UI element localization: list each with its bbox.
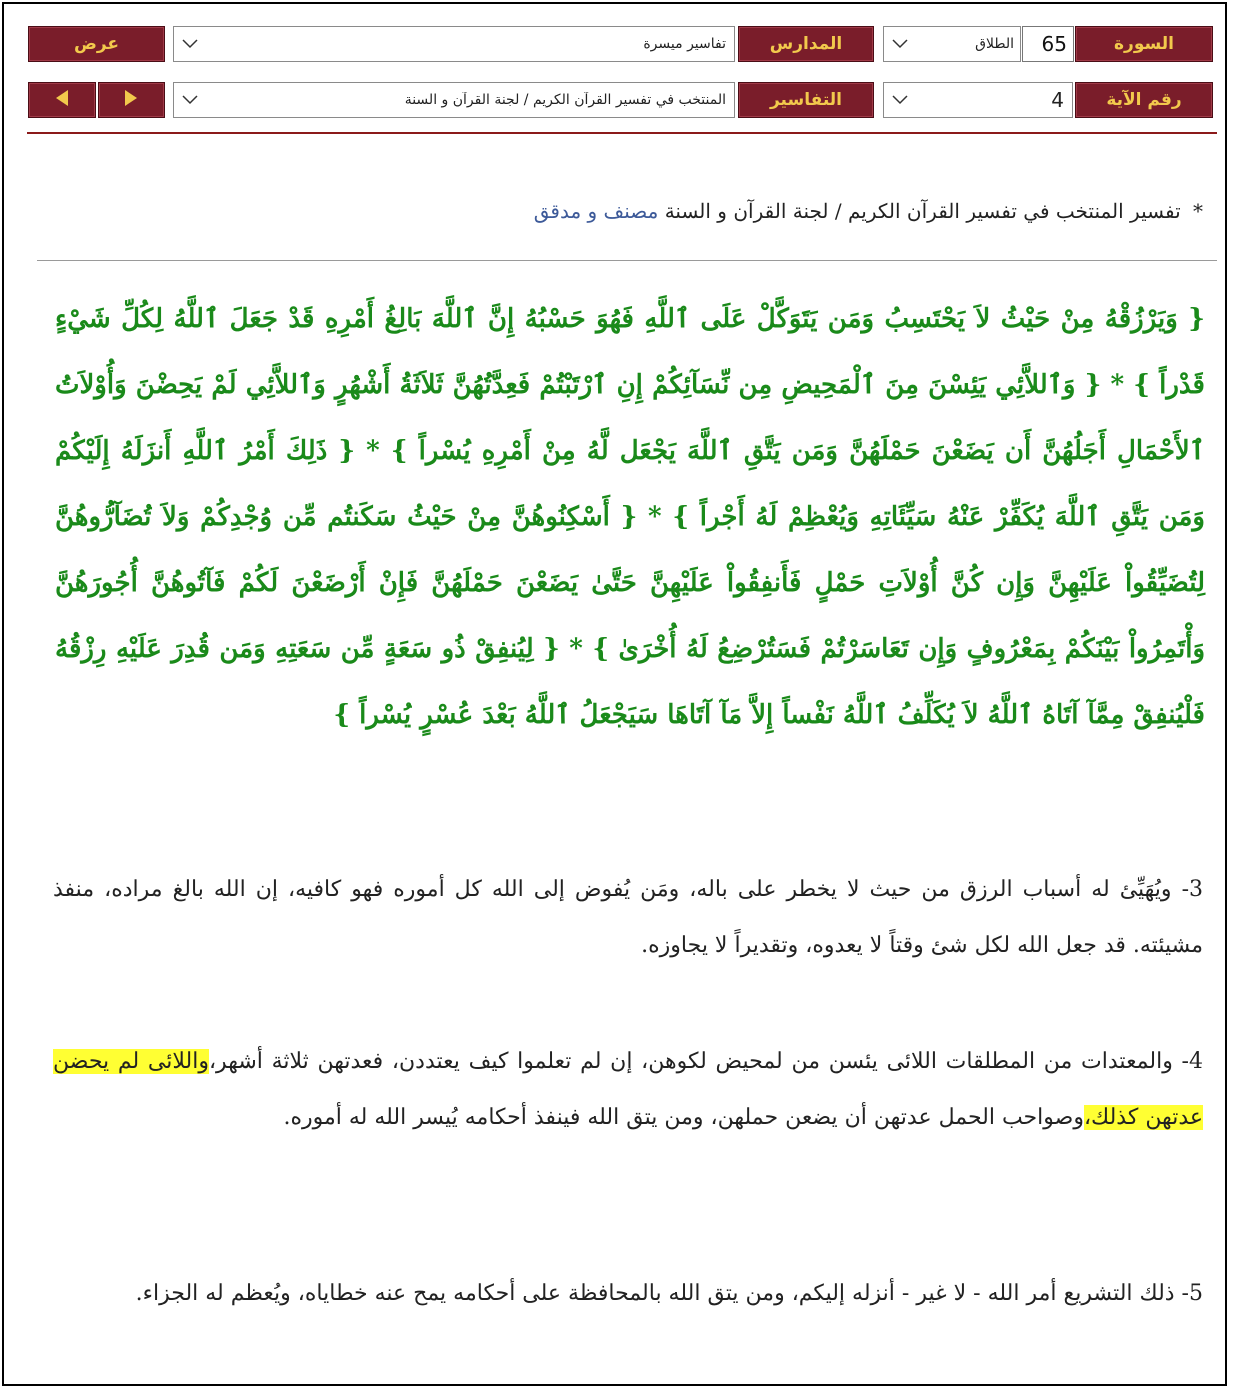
chevron-down-icon bbox=[892, 36, 908, 52]
tafsir-paragraph-3: 3- ويُهَيِّئ له أسباب الرزق من حيث لا يخطر على باله، ومَن يُفوض إلى الله كل أموره فهو كافيه، إن الله بالغ مراده، منفذ مشيئته. قد جعل الله لكل شئ وقتاً لا يعدوه، وتقديراً لا يجاوزه. bbox=[53, 877, 1204, 958]
verifier-link[interactable]: مدقق bbox=[533, 199, 582, 223]
chevron-down-icon bbox=[182, 36, 198, 52]
ayah-label: رقم الآية bbox=[1075, 82, 1213, 118]
triangle-left-icon bbox=[55, 89, 69, 112]
window-frame bbox=[2, 2, 1227, 1386]
tafsir-paragraph-4: 4- والمعتدات من المطلقات اللائى يئسن من لمحيض لكوهن، إن لم تعلموا كيف يعتددن، فعدتهن ثلاثة أشهر،واللائى لم يحضن عدتهن كذلك،وصواحب الحمل عدتهن أن يضعن حملهن، ومن يتق الله فينفذ أحكامه يُيسر الله له أموره. bbox=[53, 1049, 1203, 1130]
previous-ayah-button[interactable] bbox=[28, 82, 96, 118]
surah-number-input[interactable]: 65 bbox=[1022, 26, 1074, 62]
chevron-down-icon bbox=[182, 92, 198, 108]
surah-select[interactable] bbox=[883, 26, 1021, 62]
surah-select-value: الطلاق bbox=[975, 36, 1014, 52]
schools-select-value: تفاسير ميسرة bbox=[643, 36, 726, 52]
next-ayah-button[interactable] bbox=[98, 82, 166, 118]
triangle-right-icon bbox=[124, 89, 138, 112]
toolbar-divider bbox=[27, 132, 1217, 134]
tafsir-source-line: * تفسير المنتخب في تفسير القرآن الكريم / لجنة القرآن و السنة مصنف و مدقق bbox=[533, 199, 1203, 223]
ayah-select-value: 4 bbox=[1051, 88, 1064, 112]
surah-label: السورة bbox=[1075, 26, 1213, 62]
highlighted-text: واللائى لم يحضن عدتهن كذلك، bbox=[53, 1049, 1203, 1130]
tafsir-select[interactable] bbox=[173, 82, 735, 118]
tafsir-label: التفاسير bbox=[738, 82, 874, 118]
author-link[interactable]: مصنف bbox=[603, 199, 659, 223]
show-button[interactable]: عرض bbox=[28, 26, 165, 62]
tafsir-paragraph-5: 5- ذلك التشريع أمر الله - لا غير - أنزله إليكم، ومن يتق الله بالمحافظة على أحكامه يمح عنه خطاياه، ويُعظم له الجزاء. bbox=[135, 1281, 1203, 1306]
schools-label: المدارس bbox=[738, 26, 874, 62]
schools-select[interactable] bbox=[173, 26, 735, 62]
ayah-navigation bbox=[28, 82, 165, 118]
content-divider bbox=[37, 260, 1217, 261]
tafsir-select-value: المنتخب في تفسير القرآن الكريم / لجنة القرآن و السنة bbox=[404, 92, 726, 108]
quran-verses: { وَيَرْزُقْهُ مِنْ حَيْثُ لاَ يَحْتَسِبُ وَمَن يَتَوَكَّلْ عَلَى ٱللَّهِ فَهُوَ حَسْبُهُ إِنَّ ٱللَّهَ بَالِغُ أَمْرِهِ قَدْ جَعَلَ ٱللَّهُ لِكُلِّ شَيْءٍ قَدْراً } * { وَٱللاَّئِي يَئِسْنَ مِنَ ٱلْمَحِيضِ مِن نِّسَآئِكُمْ إِنِ ٱرْتَبْتُمْ فَعِدَّتُهُنَّ ثَلاَثَةُ أَشْهُرٍ وَٱللاَّئِي لَمْ يَحِضْنَ وَأُوْلاَتُ ٱلأَحْمَالِ أَجَلُهُنَّ أَن يَضَعْنَ حَمْلَهُنَّ وَمَن يَتَّقِ ٱللَّهَ يَجْعَل لَّهُ مِنْ أَمْرِهِ يُسْراً } * { ذَلِكَ أَمْرُ ٱللَّهِ أَنزَلَهُ إِلَيْكُمْ وَمَن يَتَّقِ ٱللَّهَ يُكَفِّرْ عَنْهُ سَيِّئَاتِهِ وَيُعْظِمْ لَهُ أَجْراً } * { أَسْكِنُوهُنَّ مِنْ حَيْثُ سَكَنتُم مِّن وُجْدِكُمْ وَلاَ تُضَآرُّوهُنَّ لِتُضَيِّقُواْ عَلَيْهِنَّ وَإِن كُنَّ أُوْلاَتِ حَمْلٍ فَأَنفِقُواْ عَلَيْهِنَّ حَتَّىٰ يَضَعْنَ حَمْلَهُنَّ فَإِنْ أَرْضَعْنَ لَكُمْ فَآتُوهُنَّ أُجُورَهُنَّ وَأْتَمِرُواْ بَيْنَكُمْ بِمَعْرُوفٍ وَإِن تَعَاسَرْتُمْ فَسَتُرْضِعُ لَهُ أُخْرَىٰ } * { لِيُنفِقْ ذُو سَعَةٍ مِّن سَعَتِهِ وَمَن قُدِرَ عَلَيْهِ رِزْقُهُ فَلْيُنفِقْ مِمَّآ آتَاهُ ٱللَّهُ لاَ يُكَلِّفُ ٱللَّهُ نَفْساً إِلاَّ مَآ آتَاهَا سَيَجْعَلُ ٱللَّهُ بَعْدَ عُسْرٍ يُسْراً } bbox=[55, 304, 1205, 730]
tafsir-title: تفسير المنتخب في تفسير القرآن الكريم / لجنة القرآن و السنة bbox=[664, 199, 1181, 223]
chevron-down-icon bbox=[892, 92, 908, 108]
ayah-select[interactable] bbox=[883, 82, 1073, 118]
